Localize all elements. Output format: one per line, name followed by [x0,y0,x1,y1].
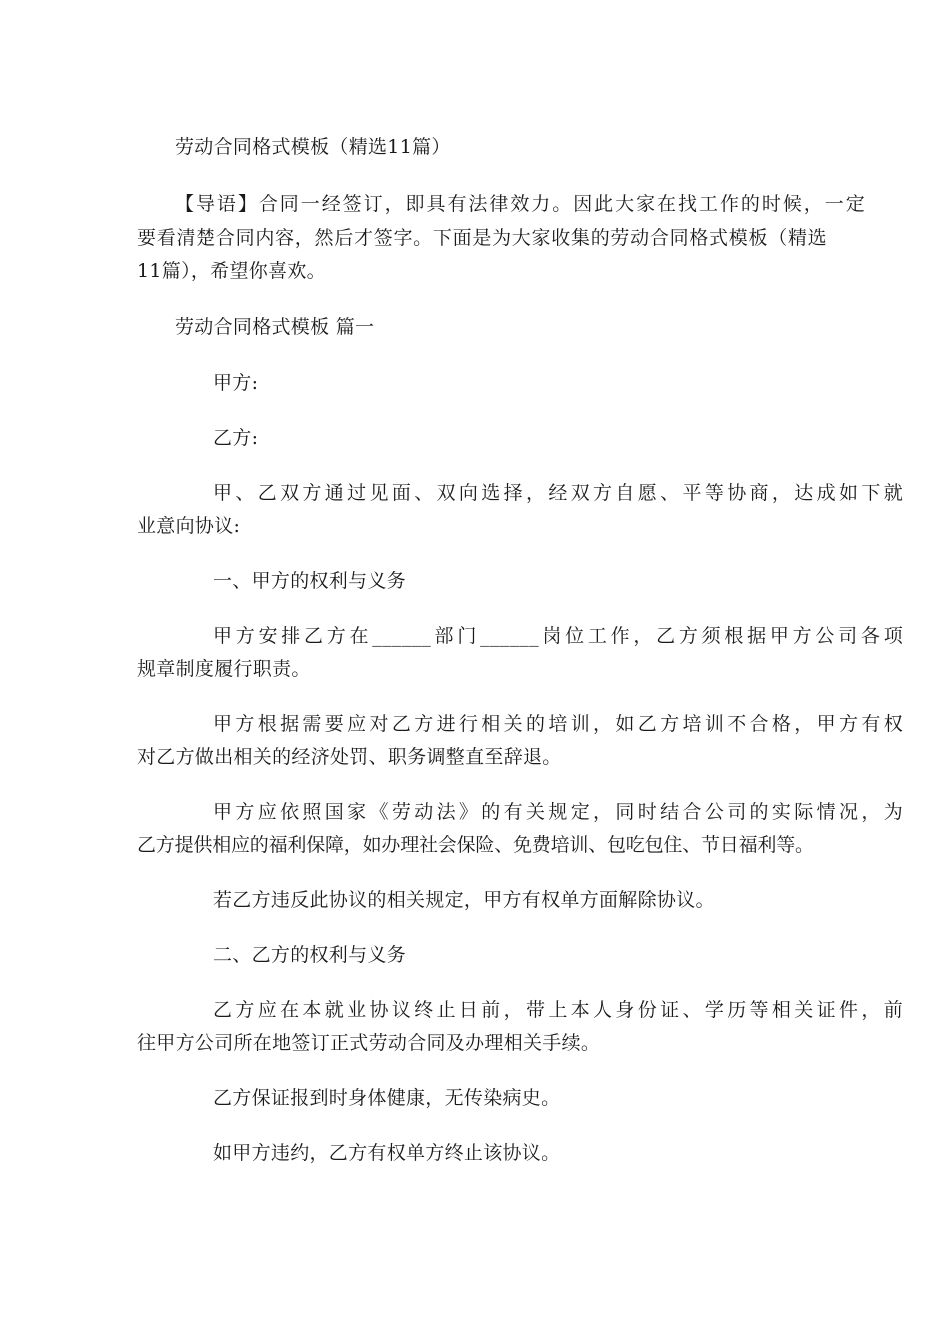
paragraph-3-line-2: 对乙方做出相关的经济处罚、职务调整直至辞退。 [137,746,562,768]
paragraph-8: 如甲方违约，乙方有权单方终止该协议。 [213,1142,561,1164]
paragraph-2-line-1: 甲方安排乙方在______部门______岗位工作，乙方须根据甲方公司各项 [213,625,903,647]
party-b-label: 乙方: [213,427,259,449]
paragraph-4-line-2: 乙方提供相应的福利保障，如办理社会保险、免费培训、包吃包住、节日福利等。 [137,834,814,856]
paragraph-3-line-1: 甲方根据需要应对乙方进行相关的培训，如乙方培训不合格，甲方有权 [213,713,903,735]
intro-line-2: 要看清楚合同内容，然后才签字。下面是为大家收集的劳动合同格式模板（精选 [137,227,827,249]
paragraph-4-line-1: 甲方应依照国家《劳动法》的有关规定，同时结合公司的实际情况，为 [213,801,903,823]
paragraph-1-line-2: 业意向协议: [137,515,241,537]
paragraph-6-line-1: 乙方应在本就业协议终止日前，带上本人身份证、学历等相关证件，前 [213,999,903,1021]
paragraph-6-line-2: 往甲方公司所在地签订正式劳动合同及办理相关手续。 [137,1032,601,1054]
heading-party-a-rights: 一、甲方的权利与义务 [213,570,407,592]
paragraph-2-line-2: 规章制度履行职责。 [137,658,311,680]
party-a-label: 甲方: [213,372,259,394]
intro-line-1: 【导语】合同一经签订，即具有法律效力。因此大家在找工作的时候，一定 [175,193,865,215]
paragraph-5: 若乙方违反此协议的相关规定，甲方有权单方面解除协议。 [213,889,715,911]
paragraph-7: 乙方保证报到时身体健康，无传染病史。 [213,1087,561,1109]
heading-party-b-rights: 二、乙方的权利与义务 [213,944,407,966]
document-title: 劳动合同格式模板（精选11篇） [175,136,451,158]
intro-line-3: 11篇），希望你喜欢。 [137,260,326,282]
paragraph-1-line-1: 甲、乙双方通过见面、双向选择，经双方自愿、平等协商，达成如下就 [213,482,903,504]
section-title: 劳动合同格式模板 篇一 [175,316,375,338]
